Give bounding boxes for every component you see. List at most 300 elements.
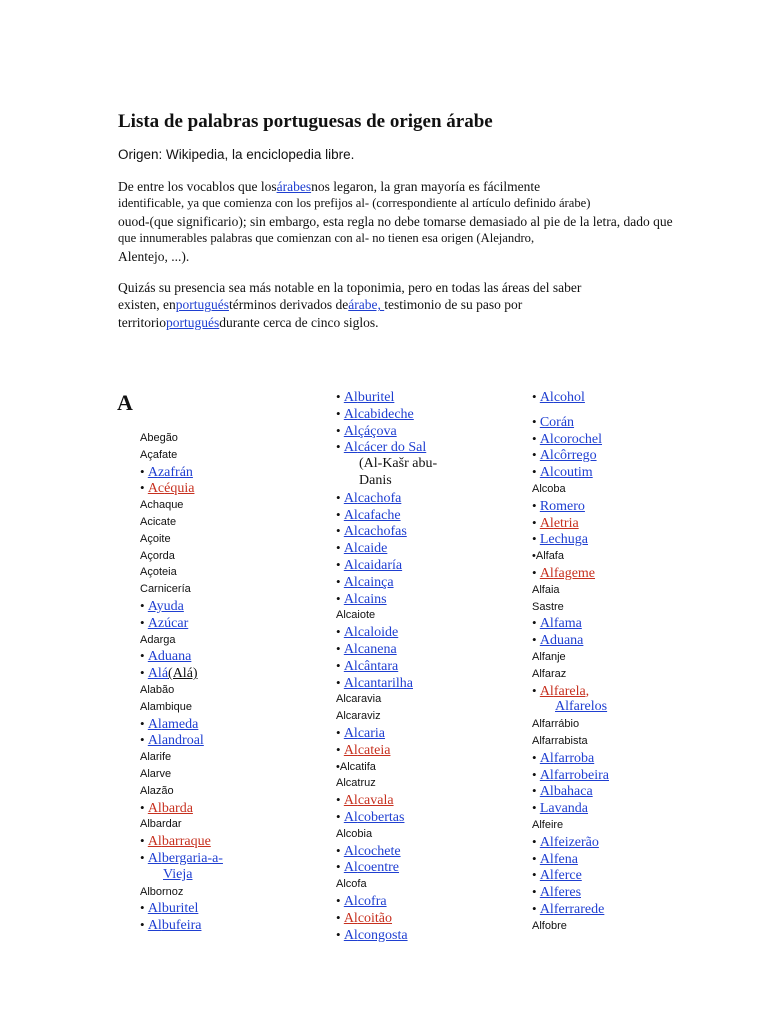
word-entry <box>336 557 437 574</box>
word-link[interactable]: Alfarelos <box>555 699 608 715</box>
word-link[interactable] <box>344 676 413 691</box>
word-link[interactable] <box>344 508 401 523</box>
word-link[interactable] <box>540 751 594 766</box>
bullet-icon: • <box>336 422 344 438</box>
bullet-icon: • <box>140 833 148 849</box>
word-link[interactable] <box>344 592 387 607</box>
word-rest: Ayuda <box>147 598 184 614</box>
bullet-icon: • <box>532 632 540 648</box>
bullet-icon: • <box>336 439 344 455</box>
inline-link[interactable]: portugués <box>165 314 220 330</box>
word-entry <box>140 665 223 682</box>
word-prefix: Al <box>343 440 358 456</box>
word-link[interactable] <box>148 918 202 933</box>
word-link[interactable] <box>540 902 605 917</box>
word-prefix: Al <box>343 507 358 523</box>
word-prefix: Al <box>539 885 554 901</box>
word-prefix: Al <box>539 750 554 766</box>
word-entry <box>532 414 609 431</box>
word-link[interactable] <box>344 860 399 875</box>
word-prefix: Al <box>539 390 554 405</box>
word-prefix: Al <box>343 658 358 674</box>
word-rest: cabideche <box>357 406 414 422</box>
word-rest: cântara <box>357 658 399 674</box>
list-spacer <box>532 406 609 414</box>
word-entry <box>336 389 437 406</box>
word-entry <box>532 615 609 632</box>
word-rest: cafache <box>357 507 401 523</box>
word-plain: Alfeire <box>532 818 564 831</box>
word-plain: Alfaia <box>532 583 560 596</box>
word-entry <box>140 716 223 733</box>
word-rest: équia <box>164 481 195 497</box>
word-link[interactable] <box>540 616 582 631</box>
word-entry <box>140 800 223 817</box>
bullet-icon: • <box>532 682 540 698</box>
paragraph-line <box>118 213 673 230</box>
word-rest: cobertas <box>357 809 405 825</box>
word-rest: fama <box>553 616 582 632</box>
word-prefix: Al <box>147 716 162 732</box>
word-link[interactable] <box>344 625 398 640</box>
word-rest: cohol <box>553 390 585 405</box>
word-prefix: Al <box>343 742 358 758</box>
bullet-icon: • <box>532 867 540 883</box>
bullet-icon: • <box>336 573 344 589</box>
word-rest: barraque <box>161 834 211 850</box>
word-entry <box>532 389 609 406</box>
word-rest: duana <box>549 633 584 649</box>
word-plain: Alcatruz <box>336 777 376 790</box>
word-link[interactable] <box>540 448 597 463</box>
bullet-icon: • <box>140 732 148 748</box>
word-plain: Alcaraviz <box>336 710 381 723</box>
bullet-icon: • <box>532 413 540 429</box>
word-entry <box>140 833 223 850</box>
paragraph-line <box>118 279 581 296</box>
word-link[interactable] <box>344 390 395 405</box>
word-link[interactable] <box>148 465 193 480</box>
word-link[interactable] <box>148 616 188 631</box>
word-entry <box>336 423 437 440</box>
word-link[interactable] <box>540 852 578 867</box>
word-plain: Alambique <box>140 700 192 713</box>
word-entry <box>532 867 609 884</box>
bullet-icon: • <box>336 859 344 875</box>
bullet-icon: • <box>336 590 344 606</box>
word-rest: coitão <box>357 910 393 926</box>
word-prefix: Al <box>343 591 358 607</box>
word-link[interactable] <box>344 793 394 808</box>
word-rest: Romero <box>539 498 585 514</box>
word-entry <box>532 834 609 851</box>
word-link[interactable] <box>148 733 204 748</box>
word-link[interactable] <box>344 810 405 825</box>
word-link[interactable] <box>540 801 588 816</box>
word-entry <box>532 498 609 515</box>
word-prefix: Al <box>343 809 358 825</box>
word-prefix: Al <box>343 843 358 859</box>
word-entry <box>336 574 437 591</box>
word-entry <box>336 792 437 809</box>
word-link[interactable] <box>540 516 579 531</box>
word-entry <box>532 565 609 582</box>
paragraph-text: Alentejo, ...). <box>118 248 190 264</box>
word-plain: Açoite <box>140 532 171 545</box>
word-prefix: Al <box>147 918 162 934</box>
bullet-icon: • <box>140 799 148 815</box>
word-rest: etria <box>553 515 579 531</box>
word-link[interactable] <box>344 524 407 539</box>
word-plain: Achaque <box>140 499 184 512</box>
word-rest: cachofas <box>357 524 407 540</box>
word-entry <box>336 658 437 675</box>
word-prefix: Al <box>539 901 554 917</box>
word-prefix: Al <box>343 574 358 590</box>
word-link[interactable] <box>344 407 414 422</box>
word-entry <box>140 598 223 615</box>
word-rest: bergaria-a- <box>161 850 223 866</box>
word-plain: Sastre <box>532 600 564 613</box>
word-entry <box>140 648 223 665</box>
word-plain: Alabão <box>140 683 175 696</box>
paragraph-text: términos derivados de <box>228 297 349 313</box>
word-prefix: Al <box>147 800 162 816</box>
word-prefix: Al <box>343 524 358 540</box>
word-link[interactable] <box>540 684 589 699</box>
word-entry <box>336 490 437 507</box>
bullet-icon: • <box>140 715 148 731</box>
word-plain: •Alfafa <box>532 550 564 563</box>
bullet-icon: • <box>336 892 344 908</box>
word-rest: fena <box>553 851 578 867</box>
word-entry <box>336 439 437 456</box>
word-prefix: Al <box>343 675 358 691</box>
source-line: Origen: Wikipedia, la enciclopedia libre. <box>118 147 355 162</box>
word-entry <box>336 591 437 608</box>
word-note: Danis <box>359 472 392 488</box>
paragraph-line <box>118 296 581 313</box>
word-link[interactable] <box>344 491 402 506</box>
intro-paragraph <box>118 178 673 265</box>
word-rest: feres <box>553 885 582 901</box>
word-rest: Alá <box>147 666 169 682</box>
word-rest: ferce <box>553 868 582 884</box>
word-prefix: Al <box>343 860 358 876</box>
word-link[interactable] <box>148 649 192 664</box>
word-link[interactable] <box>344 928 408 943</box>
bullet-icon: • <box>532 447 540 463</box>
word-plain: Alfaraz <box>532 667 567 680</box>
word-plain: Alcaravia <box>336 693 382 706</box>
word-link[interactable] <box>344 844 401 859</box>
word-rest: zafrán <box>157 464 193 480</box>
bullet-icon: • <box>336 506 344 522</box>
word-link[interactable] <box>540 784 593 799</box>
word-entry <box>532 901 609 918</box>
word-link[interactable] <box>344 440 426 455</box>
word-rest: feizerão <box>553 834 599 850</box>
word-rest: coutim <box>553 465 593 481</box>
word-entry <box>532 431 609 448</box>
section-letter-a: A <box>117 390 133 415</box>
word-link[interactable] <box>540 768 609 783</box>
word-entry <box>140 850 223 867</box>
word-link[interactable] <box>148 666 168 681</box>
word-link[interactable] <box>344 726 385 741</box>
word-link[interactable]: Vieja <box>163 866 193 882</box>
bullet-icon: • <box>532 900 540 916</box>
word-prefix: Al <box>343 490 358 506</box>
word-entry <box>532 750 609 767</box>
word-rest: barda <box>161 800 193 816</box>
word-entry <box>532 515 609 532</box>
word-link[interactable] <box>148 481 195 496</box>
word-rest: buritel <box>357 390 395 405</box>
word-link[interactable] <box>540 465 593 480</box>
word-entry <box>140 615 223 632</box>
word-plain: Acicate <box>140 515 177 528</box>
word-prefix: Al <box>539 851 554 867</box>
paragraph-text: territorio <box>118 314 166 330</box>
word-entry <box>140 464 223 481</box>
word-prefix: A <box>539 633 550 649</box>
bullet-icon: • <box>532 564 540 580</box>
word-rest: caloide <box>357 625 399 641</box>
word-link-continuation <box>532 699 609 716</box>
word-entry <box>140 732 223 749</box>
word-entry <box>532 851 609 868</box>
word-prefix: Al <box>147 901 162 917</box>
word-plain: Albornoz <box>140 885 184 898</box>
bullet-icon: • <box>336 540 344 556</box>
word-entry <box>532 632 609 649</box>
word-column-1 <box>140 430 223 934</box>
word-rest: Azúcar <box>147 615 189 631</box>
paragraph-line <box>118 248 673 265</box>
word-plain: Açafate <box>140 448 178 461</box>
word-prefix: Al <box>343 641 358 657</box>
word-link[interactable] <box>540 432 602 447</box>
paragraph-text: ouod-(que significario); sin embargo, esta regla no debe tomarse demasiado al pie de la letra, dado que <box>118 213 673 229</box>
word-link[interactable] <box>148 901 199 916</box>
word-entry <box>532 767 609 784</box>
word-rest: farrobeira <box>553 767 609 783</box>
word-prefix: Al <box>343 541 358 557</box>
word-link[interactable] <box>344 642 397 657</box>
word-entry <box>336 859 437 876</box>
word-link[interactable] <box>344 575 394 590</box>
word-link[interactable] <box>540 532 588 547</box>
word-prefix: Al <box>539 784 554 800</box>
word-link[interactable] <box>148 801 193 816</box>
word-prefix: Le <box>539 532 555 548</box>
word-entry <box>336 624 437 641</box>
word-prefix: Al <box>343 910 358 926</box>
word-link[interactable] <box>344 911 392 926</box>
word-rest: vanda <box>554 801 589 817</box>
word-prefix: Al <box>539 565 554 581</box>
bullet-icon: • <box>532 531 540 547</box>
bullet-icon: • <box>532 833 540 849</box>
bullet-icon: • <box>336 523 344 539</box>
word-link[interactable] <box>344 659 398 674</box>
word-plain: Alfarrábio <box>532 718 580 731</box>
word-rest: farroba <box>553 750 595 766</box>
word-entry <box>532 447 609 464</box>
word-rest: canena <box>357 641 397 657</box>
bullet-icon: • <box>140 614 148 630</box>
bullet-icon: • <box>140 849 148 865</box>
bullet-icon: • <box>140 900 148 916</box>
bullet-icon: • <box>336 842 344 858</box>
word-plain: Alfarrabista <box>532 734 588 747</box>
word-prefix: Co <box>539 414 557 430</box>
bullet-icon: • <box>336 741 344 757</box>
word-prefix: Al <box>343 406 358 422</box>
word-plain: Alfobre <box>532 919 567 932</box>
word-rest: androal <box>161 733 204 749</box>
bullet-icon: • <box>532 783 540 799</box>
inline-link[interactable]: árabe, <box>348 297 385 313</box>
bullet-icon: • <box>140 665 148 681</box>
bullet-icon: • <box>532 615 540 631</box>
word-prefix: Al <box>539 683 554 699</box>
word-link[interactable] <box>344 743 391 758</box>
word-entry <box>336 406 437 423</box>
word-entry <box>336 910 437 927</box>
word-rest: buritel <box>161 901 199 917</box>
word-plain: Alarife <box>140 751 172 764</box>
bullet-icon: • <box>336 792 344 808</box>
inline-link[interactable]: portugués <box>175 297 229 313</box>
bullet-icon: • <box>336 808 344 824</box>
word-link[interactable] <box>344 424 397 439</box>
bullet-icon: • <box>532 850 540 866</box>
word-plain: Albardar <box>140 818 182 831</box>
word-link[interactable] <box>148 834 211 849</box>
bullet-icon: • <box>532 766 540 782</box>
word-entry <box>532 884 609 901</box>
word-link[interactable] <box>540 499 585 514</box>
word-prefix: Al <box>147 850 162 866</box>
word-rest: chuga <box>554 532 589 548</box>
bullet-icon: • <box>532 389 540 404</box>
inline-link[interactable]: árabes <box>276 179 312 194</box>
word-plain: Alcaiote <box>336 609 376 622</box>
word-link[interactable] <box>148 599 184 614</box>
word-link[interactable] <box>540 835 599 850</box>
page-title: Lista de palabras portuguesas de origen árabe <box>118 111 493 132</box>
bullet-icon: • <box>336 926 344 942</box>
paragraph-text: durante cerca de cinco siglos. <box>219 314 379 330</box>
word-link[interactable] <box>148 717 199 732</box>
paragraph-line <box>118 195 673 212</box>
word-rest: coentre <box>357 860 400 876</box>
paragraph-text: nos legaron, la gran mayoría es fácilmente <box>311 179 541 194</box>
word-prefix: Al <box>539 448 554 464</box>
word-plain: Alcobia <box>336 827 373 840</box>
word-link[interactable] <box>540 885 581 900</box>
bullet-icon: • <box>336 909 344 925</box>
word-rest: corochel <box>553 431 603 447</box>
bullet-icon: • <box>532 514 540 530</box>
bullet-icon: • <box>336 489 344 505</box>
word-rest: rán <box>556 414 575 430</box>
word-rest: congosta <box>357 927 408 943</box>
word-plain: •Alcatifa <box>336 760 376 773</box>
paragraph-text: existen, en <box>118 297 176 313</box>
word-column-3 <box>532 389 609 935</box>
bullet-icon: • <box>336 405 344 421</box>
word-entry <box>336 523 437 540</box>
paragraph-line <box>118 230 673 247</box>
word-entry <box>140 900 223 917</box>
word-prefix: Ac <box>147 481 165 497</box>
bullet-icon: • <box>532 464 540 480</box>
bullet-icon: • <box>336 556 344 572</box>
word-rest: caria <box>357 725 386 741</box>
word-prefix: Al <box>539 515 554 531</box>
word-prefix: Al <box>343 625 358 641</box>
word-prefix: Al <box>343 927 358 943</box>
word-plain: Carnicería <box>140 583 191 596</box>
word-link[interactable] <box>148 851 223 866</box>
paragraph-text: testimonio de su paso por <box>384 297 523 313</box>
word-entry <box>532 464 609 481</box>
word-prefix: Al <box>539 767 554 783</box>
word-rest: caidaría <box>357 557 403 573</box>
word-link[interactable] <box>344 894 387 909</box>
word-rest: caide <box>357 541 388 557</box>
word-prefix: Al <box>539 834 554 850</box>
bullet-icon: • <box>532 497 540 513</box>
word-link[interactable] <box>540 633 584 648</box>
paragraph-text: De entre los vocablos que los <box>118 179 277 194</box>
word-rest: ameda <box>161 716 199 732</box>
word-prefix: A <box>147 464 158 480</box>
word-prefix: La <box>539 801 555 817</box>
toponymy-paragraph <box>118 279 581 331</box>
word-link[interactable] <box>540 868 582 883</box>
word-link[interactable] <box>344 558 402 573</box>
word-link[interactable] <box>540 415 574 430</box>
word-rest: ferrarede <box>553 901 605 917</box>
word-prefix: Al <box>343 725 358 741</box>
word-link[interactable] <box>344 541 388 556</box>
bullet-icon: • <box>140 648 148 664</box>
word-plain: Alfanje <box>532 650 566 663</box>
word-link[interactable] <box>540 390 585 405</box>
word-column-2 <box>336 389 437 943</box>
bullet-icon: • <box>140 480 148 496</box>
word-link[interactable] <box>540 566 595 581</box>
word-entry <box>336 742 437 759</box>
bullet-icon: • <box>336 674 344 690</box>
word-rest: Aduana <box>147 649 192 665</box>
word-plain: Alcofa <box>336 878 367 891</box>
word-annotation: (Alá) <box>168 666 198 682</box>
bullet-icon: • <box>336 624 344 640</box>
word-plain: Abegão <box>140 432 178 444</box>
word-rest: cainça <box>357 574 394 590</box>
word-entry <box>336 675 437 692</box>
bullet-icon: • <box>532 884 540 900</box>
bullet-icon: • <box>532 749 540 765</box>
word-entry <box>336 641 437 658</box>
word-prefix: Al <box>539 465 554 481</box>
word-rest: bufeira <box>161 918 202 934</box>
